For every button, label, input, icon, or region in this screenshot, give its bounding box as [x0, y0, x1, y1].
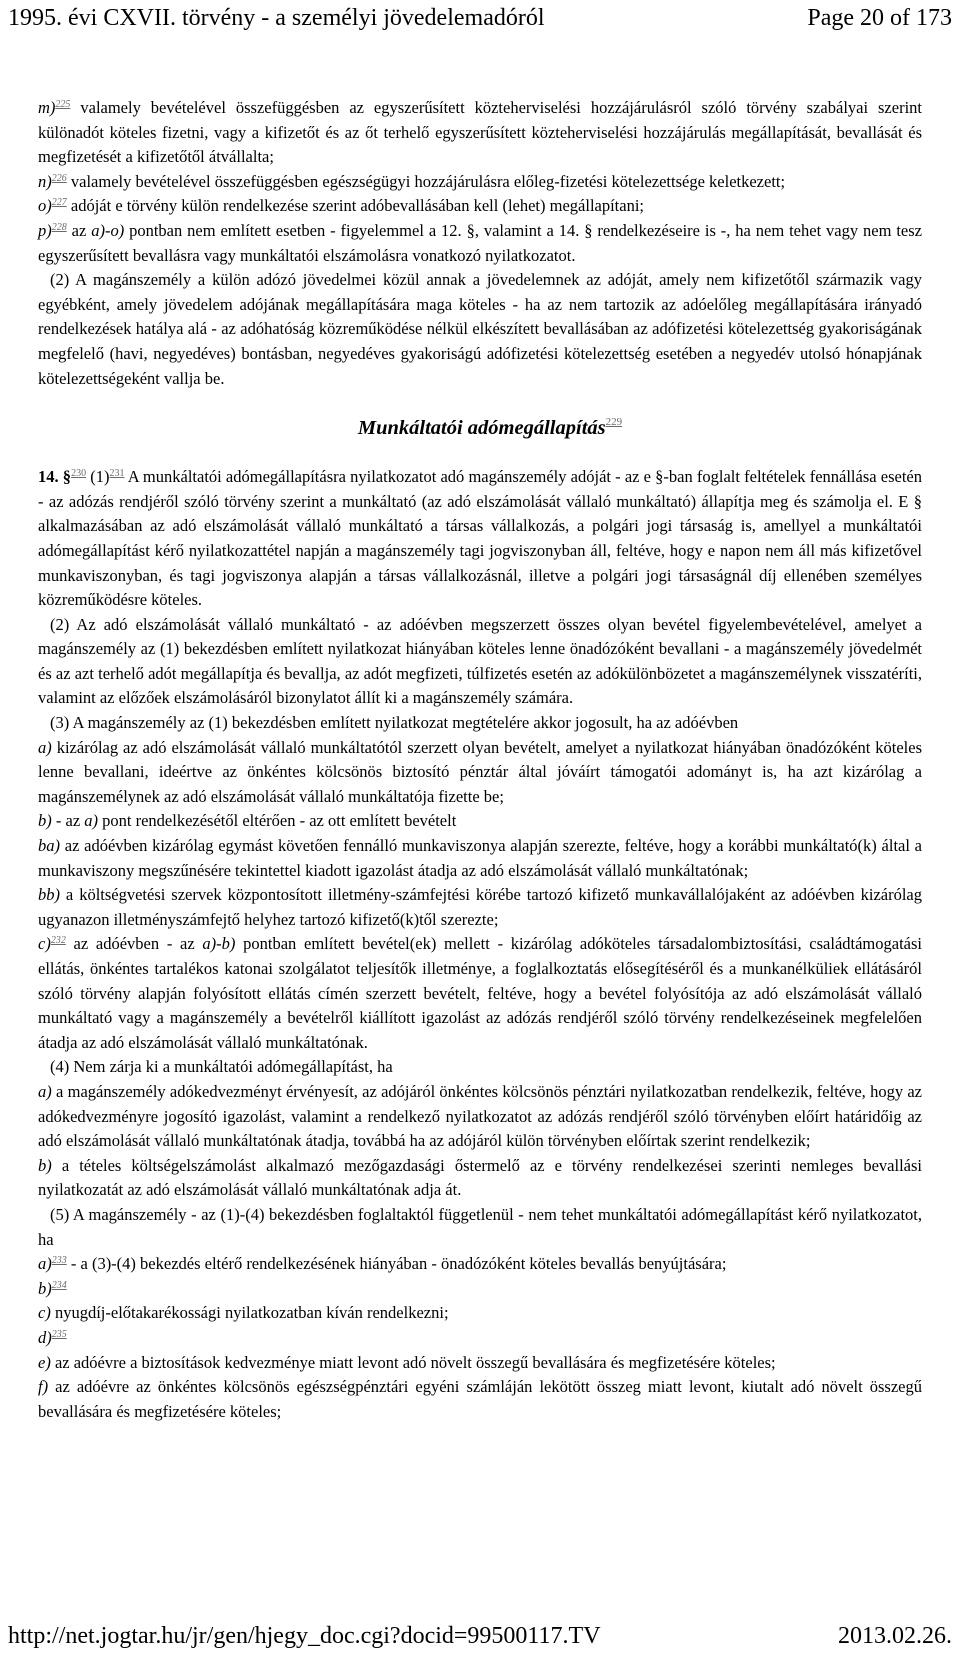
- clause-text: az: [66, 220, 92, 240]
- date-footer: 2013.02.26.: [838, 1623, 952, 1649]
- point-label: d): [38, 1327, 52, 1347]
- point-5a: [38, 1252, 922, 1277]
- point-text: az adóévre az önkéntes kölcsönös egészségpénztári egyéni számláján lekötött összeg miatt levont, kiutalt adó növelt összegű bevallására és megfizetésére köteles;: [38, 1377, 922, 1421]
- point-label: c): [38, 934, 51, 954]
- point-4a: [38, 1080, 922, 1154]
- section-14-paragraph-5: (5) A magánszemély - az (1)-(4) bekezdésben foglaltaktól függetlenül - nem tehet munkáltatói adómegállapítást kérő nyilatkozatot, ha: [38, 1204, 922, 1249]
- point-text: a tételes költségelszámolást alkalmazó mezőgazdasági őstermelő az e törvény rendelkezései szerinti nemleges bevallási nyilatkozatát az adó elszámolását vállaló munkáltatónak adja át.: [38, 1155, 922, 1200]
- point-text: az adóévben kizárólag egymást követően fennálló munkaviszonya alapján szerezte, feltéve, hogy a korábbi munkáltató(k) által a munkaviszony megszűnésére tekintettel kiadott igazolást átadja az adó elszámolását vállaló munkáltatónak;: [38, 836, 922, 880]
- clause-text: pontban nem említett esetben - figyelemmel a 12. §, valamint a 14. § rendelkezéseire is -, ha nem tehet vagy nem tesz egyszerűsített bevallásra vagy munkáltatói elszámolásra vonatkozó nyilatkozatot.: [38, 220, 922, 265]
- point-5d: [38, 1326, 922, 1351]
- point-label: b): [38, 1278, 52, 1298]
- section-title: [38, 416, 922, 440]
- point-text: - a (3)-(4) bekezdés eltérő rendelkezésének hiányában - önadózóként köteles bevallás benyújtására;: [66, 1254, 727, 1274]
- paragraph-text: A munkáltatói adómegállapításra nyilatkozatot adó magánszemély adóját - az e §-ban foglalt feltételek fennállása esetén - az adózás rendjéről szóló törvény szerint a munkáltató (az adó elszámolását vállaló munkáltató) állapítja meg és számolja el. E § alkalmazásában az adó elszámolását vállaló munkáltató a társas vállalkozás, a polgári jogi társaság is, amellyel a munkáltatói adómegállapítást kérő nyilatkozattétel napján a magánszemély tagi jogviszonyban áll, feltéve, hogy e napon nem áll más kifizetővel munkaviszonyban, és tagi jogviszonya alapján a társas vállalkozásnál, illetve a polgári jogi társaságnál díj ellenében személyes közreműködésre köteles.: [38, 467, 922, 610]
- clause-o: [38, 194, 922, 219]
- point-text: a költségvetési szervek központosított illetmény-számfejtési körébe tartozó kifizető munkavállalójaként az adóévben kizárólag ugyanazon illetményszámfejtő helyhez tartozó kifizető(k)től szerezte;: [38, 885, 922, 929]
- point-text: pontban említett bevétel(ek) mellett - kizárólag adóköteles társadalombiztosítási, családtámogatási ellátás, önkéntes tartalékos katonai szolgálatot teljesítők illetménye, a foglalkoztatás elősegítéséről és a munkanélküliek ellátásáról szóló törvény alapján folyósított ellátás címén szerzett bevételt, feltéve, hogy a bevétel folyósítója az adó elszámolását vállaló munkáltató vagy a magánszemély a bevételről kiállított igazolást az adózás rendjéről szóló törvény rendelkezéseinek megfelelően átadja az adó elszámolását vállaló munkáltatónak.: [38, 934, 922, 1052]
- paragraph-number: (1): [86, 467, 110, 487]
- point-text: az adóévben - az: [65, 934, 203, 954]
- clause-label: n): [38, 171, 52, 191]
- point-label: bb): [38, 885, 60, 905]
- point-label: f): [38, 1377, 49, 1397]
- point-label: e): [38, 1352, 51, 1372]
- footnote-ref[interactable]: 233: [51, 1255, 67, 1267]
- footnote-ref[interactable]: 232: [50, 935, 66, 947]
- section-14-paragraph-4: (4) Nem zárja ki a munkáltatói adómegállapítást, ha: [50, 1057, 393, 1077]
- point-label: c): [38, 1303, 51, 1323]
- point-5f: [38, 1375, 922, 1424]
- point-5b: [38, 1277, 922, 1302]
- clause-text: valamely bevételével összefüggésben egészségügyi hozzájárulásra előleg-fizetési kötelezettsége keletkezett;: [66, 171, 786, 191]
- document-title-header: 1995. évi CXVII. törvény - a személyi jövedelemadóról: [8, 5, 545, 31]
- footnote-ref[interactable]: 231: [109, 468, 125, 480]
- point-text: - az: [51, 811, 85, 831]
- section-title-text: Munkáltatói adómegállapítás: [357, 417, 606, 440]
- clause-n: [38, 170, 922, 195]
- page-number-header: Page 20 of 173: [807, 5, 952, 31]
- point-text: kizárólag az adó elszámolását vállaló munkáltatótól szerzett olyan bevételt, amelyet a nyilatkozat hiányában önadózóként köteles lenne bevallani, ideértve az önkéntes kölcsönös biztosító pénztár által jóváírt támogatói adományt is, ha azt kizárólag a magánszemélynek az adó elszámolását vállaló munkáltatója fizette be;: [38, 737, 922, 806]
- clause-text: valamely bevételével összefüggésben az egyszerűsített közteherviselési hozzájárulásról szóló törvény szabályai szerint különadót köteles fizetni, vagy a kifizetőt és az őt terhelő egyszerűsített közteherviselési hozzájárulás megállapítását, bevallását és megfizetését a kifizetőtől átvállalta;: [38, 98, 922, 167]
- footnote-ref[interactable]: 228: [51, 221, 67, 233]
- document-body: [38, 96, 922, 1424]
- footnote-ref[interactable]: 229: [605, 416, 623, 429]
- clause-text: adóját e törvény külön rendelkezése szerint adóbevallásában kell (lehet) megállapítani;: [66, 196, 645, 216]
- point-text: a magánszemély adókedvezményt érvényesít, az adójáról önkéntes kölcsönös pénztári nyilatkozatban rendelkezik, feltéve, hogy az adókedvezményre jogosító igazolást, valamint a rendelkező nyilatkozatot az adózás rendjéről szóló törvényben előírt határidőig az adó elszámolását vállaló munkáltatónak átadja, továbbá ha az adójáról külön törvényben előírtak szerint rendelkezik;: [38, 1081, 922, 1151]
- point-5e: [38, 1351, 922, 1376]
- point-label: a): [38, 1254, 52, 1274]
- point-text: nyugdíj-előtakarékossági nyilatkozatban kíván rendelkezni;: [50, 1303, 449, 1323]
- clause-m: [38, 96, 922, 170]
- footnote-ref[interactable]: 226: [51, 172, 67, 184]
- paragraph-2: (2) A magánszemély a külön adózó jövedelmei közül annak a jövedelemnek az adóját, amely nem kifizetőtől származik vagy egyébként, amely jövedelem adójának megállapítására maga köteles - ha az nem tartozik az adóelőleg megállapítására irányadó rendelkezések hatálya alá - az adóhatóság közreműködése nélkül elkészített bevallásában az adófizetési kötelezettség gyakoriságának megfelelő (havi, negyedéves) bontásban, negyedéves gyakoriságú adófizetési kötelezettség esetében a negyedév utolsó hónapjának kötelezettségeként vallja be.: [38, 270, 922, 388]
- point-3bb: [38, 883, 922, 932]
- source-url-footer[interactable]: http://net.jogtar.hu/jr/gen/hjegy_doc.cgi?docid=99500117.TV: [8, 1623, 601, 1649]
- point-label: ba): [38, 836, 60, 856]
- point-label: a): [38, 737, 52, 757]
- point-5c: [38, 1301, 922, 1326]
- clause-p: [38, 219, 922, 268]
- clause-label: o): [38, 196, 52, 216]
- section-number: 14. §: [38, 467, 72, 487]
- point-4b: [38, 1154, 922, 1203]
- clause-label: m): [38, 98, 56, 117]
- point-label: a): [38, 1081, 52, 1101]
- section-14-paragraph-1: [38, 465, 922, 613]
- footnote-ref[interactable]: 235: [51, 1328, 67, 1340]
- clause-reference: a)-o): [91, 220, 125, 240]
- footnote-ref[interactable]: 234: [51, 1279, 67, 1291]
- point-3ba: [38, 834, 922, 883]
- footnote-ref[interactable]: 225: [55, 99, 71, 110]
- point-text: az adóévre a biztosítások kedvezménye miatt levont adó növelt összegű bevallására és megfizetésére köteles;: [50, 1352, 776, 1372]
- footnote-ref[interactable]: 227: [51, 197, 67, 209]
- section-14-paragraph-2: (2) Az adó elszámolását vállaló munkáltató - az adóévben megszerzett összes olyan bevétel figyelembevételével, amelyet a magánszemély az (1) bekezdésben említett nyilatkozat hiányában köteles lenne önadózóként bevallani - a magánszemély jövedelmét és az azt terhelő adót megállapítja és bevallja, az adót megfizeti, túlfizetés esetén az adókülönbözetet a magánszemélynek visszatéríti, valamint az előzőek elszámolásáról bizonylatot állít ki a magánszemély számára.: [38, 614, 922, 708]
- point-3a: [38, 736, 922, 810]
- point-reference: a)-b): [202, 934, 236, 954]
- point-reference: a): [84, 811, 99, 831]
- section-14-paragraph-3: (3) A magánszemély az (1) bekezdésben említett nyilatkozat megtételére akkor jogosult, ha az adóévben: [50, 713, 739, 733]
- point-label: b): [38, 1155, 52, 1175]
- point-3c: [38, 932, 922, 1055]
- point-label: b): [38, 811, 52, 831]
- clause-label: p): [38, 220, 52, 240]
- point-3b: [38, 809, 922, 834]
- point-text: pont rendelkezésétől eltérően - az ott említett bevételt: [98, 811, 457, 831]
- footnote-ref[interactable]: 230: [71, 468, 87, 480]
